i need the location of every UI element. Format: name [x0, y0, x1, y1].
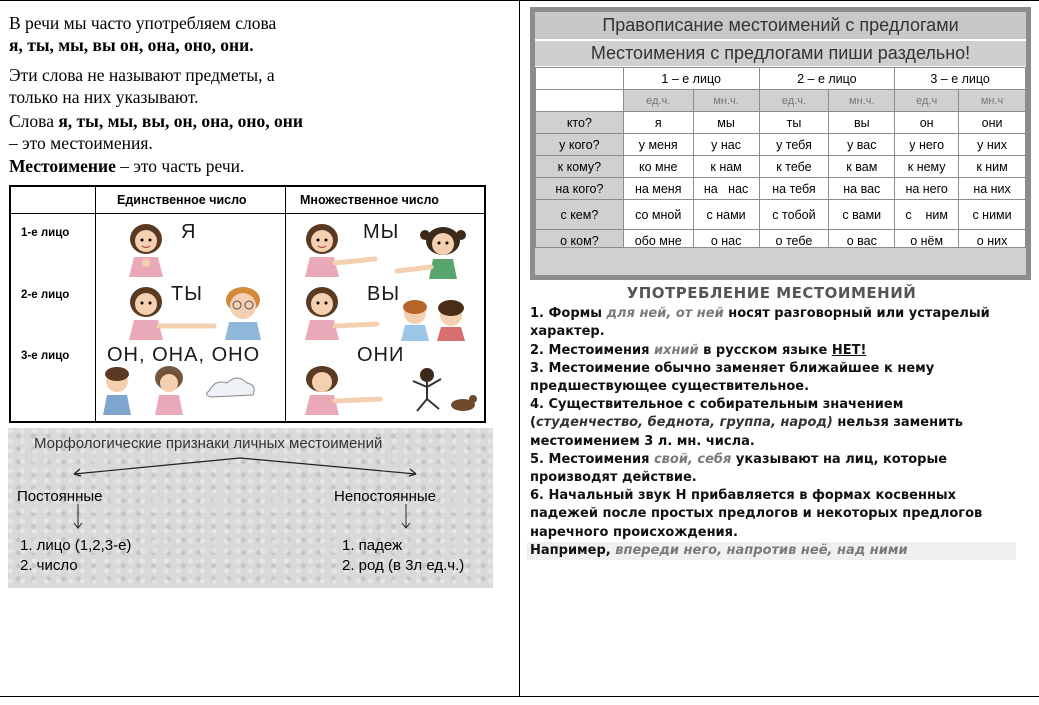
prepositions-title: Правописание местоимений с предлогами [535, 12, 1026, 39]
corner-cell [536, 68, 624, 90]
table-cell: у нас [693, 134, 759, 156]
table-cell: к ним [959, 156, 1026, 178]
table-cell: к тебе [759, 156, 829, 178]
question-cell: о ком? [536, 230, 624, 252]
header-plural: Множественное число [300, 193, 439, 207]
usage-example: Например, впереди него, напротив неё, над ними [527, 542, 1016, 560]
table-cell: у них [959, 134, 1026, 156]
usage-title: УПОТРЕБЛЕНИЕ МЕСТОИМЕНИЙ [626, 284, 917, 302]
table-row [536, 178, 1026, 200]
prepositions-rule: Местоимения с предлогами пиши раздельно! [535, 41, 1026, 66]
definition-line-1: Слова я, ты, мы, вы, он, она, оно, они [9, 111, 303, 131]
variable-features-label: Непостоянные [334, 488, 436, 505]
person-header-1: 1 – е лицо [623, 68, 759, 90]
row-label-1: 1-е лицо [21, 227, 70, 239]
table-header-rule [11, 213, 484, 214]
table-row [536, 134, 1026, 156]
table-cell: с ним [895, 200, 959, 230]
constant-item-1: 1. лицо (1,2,3-е) [20, 537, 132, 554]
table-cell: ко мне [623, 156, 693, 178]
intro-line: В речи мы часто употребляем слова [9, 13, 277, 33]
pronoun-singular-1: Я [181, 221, 197, 243]
prepositions-grid [535, 67, 1026, 252]
header-singular: Единственное число [117, 193, 247, 207]
table-cell: к вам [829, 156, 895, 178]
pronoun-plural-1: МЫ [363, 221, 400, 243]
usage-item-5: 5. Местоимения свой, себя указывают на лиц, которые производят действие. [530, 451, 948, 486]
table-cell: о тебе [759, 230, 829, 252]
constant-features-label: Постоянные [17, 488, 103, 505]
table-cell: на нас [693, 178, 759, 200]
number-header: ед.ч. [623, 90, 693, 112]
usage-item-2: 2. Местоимения ихний в русском языке НЕТ! [530, 342, 867, 358]
table-cell: у тебя [759, 134, 829, 156]
prepositions-table-inner [535, 12, 1026, 275]
part-of-speech-line: Местоимение – это часть речи. [9, 156, 245, 176]
pronoun-plural-3: ОНИ [357, 344, 405, 366]
two-kids-illustration [395, 299, 475, 341]
girl-pointing-self-illustration [119, 219, 174, 277]
number-header: мн.ч [959, 90, 1026, 112]
prepositions-table-image [530, 7, 1031, 280]
person-header-2: 2 – е лицо [759, 68, 895, 90]
question-cell: кто? [536, 112, 624, 134]
pronoun-plural-2: ВЫ [367, 283, 401, 305]
table-cell: с нами [693, 200, 759, 230]
usage-item-3: 3. Местоимение обычно заменяет ближайшее к нему предшествующее существительное. [530, 360, 935, 395]
he-she-it-illustration [97, 365, 257, 415]
table-row [536, 112, 1026, 134]
usage-item-4: 4. Существительное с собирательным значением (студенчество, беднота, группа, народ) нельзя заменить местоимением 3 л. мн. числа. [530, 397, 963, 449]
number-header: ед.ч [895, 90, 959, 112]
table-cell: с вами [829, 200, 895, 230]
pronoun-singular-2: ТЫ [171, 283, 203, 305]
row-label-2: 2-е лицо [21, 289, 70, 301]
explanation-line-2: только на них указывают. [9, 87, 199, 107]
table-cell: на него [895, 178, 959, 200]
variable-item-1: 1. падеж [342, 537, 403, 554]
definition-paragraph [9, 110, 509, 154]
table-column-rule [285, 187, 286, 421]
usage-item-1: 1. Формы для ней, от ней носят разговорный или устарелый характер. [530, 306, 990, 340]
number-header: ед.ч. [759, 90, 829, 112]
table-cell: ты [759, 112, 829, 134]
morphology-title: Морфологические признаки личных местоимений [34, 435, 383, 452]
table-cell: у вас [829, 134, 895, 156]
corner-cell [536, 90, 624, 112]
table-column-rule [95, 187, 96, 421]
table-cell: с тобой [759, 200, 829, 230]
table-cell: о вас [829, 230, 895, 252]
column-divider [519, 0, 520, 697]
row-label-3: 3-е лицо [21, 350, 70, 362]
question-cell: с кем? [536, 200, 624, 230]
variable-item-2: 2. род (в 3л ед.ч.) [342, 557, 465, 574]
question-cell: у кого? [536, 134, 624, 156]
table-footer-band [535, 247, 1026, 275]
girl-pointing-others-illustration [295, 219, 380, 277]
constant-item-2: 2. число [20, 557, 78, 574]
definition-line-2: – это местоимения. [9, 133, 153, 153]
question-cell: на кого? [536, 178, 624, 200]
table-cell: о нём [895, 230, 959, 252]
explanation-paragraph [9, 64, 509, 108]
table-cell: с ними [959, 200, 1026, 230]
number-header: мн.ч. [693, 90, 759, 112]
table-cell: к нам [693, 156, 759, 178]
explanation-line-1: Эти слова не называют предметы, а [9, 65, 275, 85]
usage-item-6: 6. Начальный звук Н прибавляется в формах косвенных падежей после простых предлогов и некоторых предлогов наречного происхождения. [530, 488, 983, 540]
pronoun-singular-3: ОН, ОНА, ОНО [107, 344, 261, 366]
table-cell: со мной [623, 200, 693, 230]
table-cell: я [623, 112, 693, 134]
table-cell: к нему [895, 156, 959, 178]
morphology-box [8, 428, 493, 588]
table-cell: мы [693, 112, 759, 134]
girl-pigtails-illustration [391, 221, 471, 279]
table-cell: о нас [693, 230, 759, 252]
girl-pointing-you-plural-illustration [295, 282, 380, 340]
table-cell: на них [959, 178, 1026, 200]
table-cell: у него [895, 134, 959, 156]
table-cell: о них [959, 230, 1026, 252]
number-header: мн.ч. [829, 90, 895, 112]
girl-pointing-you-illustration [119, 282, 219, 340]
table-cell: на меня [623, 178, 693, 200]
boy-glasses-illustration [217, 282, 269, 340]
intro-paragraph [9, 12, 509, 56]
table-cell: на тебя [759, 178, 829, 200]
pronoun-picture-table [9, 185, 486, 423]
question-cell: к кому? [536, 156, 624, 178]
table-row [536, 156, 1026, 178]
table-cell: они [959, 112, 1026, 134]
person-header-3: 3 – е лицо [895, 68, 1026, 90]
they-illustration [295, 365, 480, 415]
table-cell: вы [829, 112, 895, 134]
pronoun-list-bold: я, ты, мы, вы он, она, оно, они. [9, 35, 254, 55]
table-cell: он [895, 112, 959, 134]
table-row [536, 200, 1026, 230]
table-cell: на вас [829, 178, 895, 200]
table-cell: обо мне [623, 230, 693, 252]
table-cell: у меня [623, 134, 693, 156]
pronoun-usage-block [527, 284, 1016, 567]
